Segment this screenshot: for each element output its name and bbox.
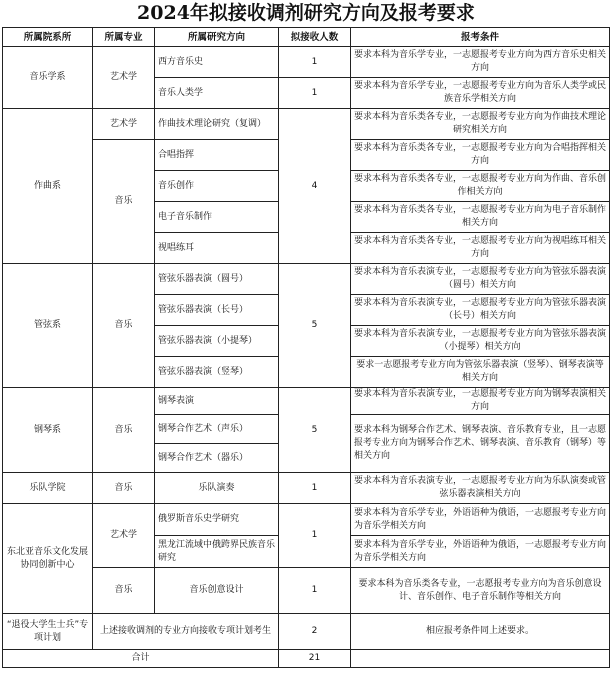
table-row (3, 264, 610, 295)
direction-cell: 乐队演奏 (155, 473, 279, 504)
header-condition: 报考条件 (351, 28, 610, 47)
condition-cell: 要求本科为钢琴合作艺术、钢琴表演、音乐教育专业，且一志愿报考专业方向为钢琴合作艺术、钢琴表演、音乐教育（钢琴）等相关方向 (351, 415, 610, 473)
quota-cell: 5 (279, 264, 351, 388)
total-label: 合计 (3, 650, 279, 668)
header-row (3, 28, 610, 47)
table-row (3, 614, 610, 650)
condition-cell: 相应报考条件同上述要求。 (351, 614, 610, 650)
direction-cell: 合唱指挥 (155, 140, 279, 171)
quota-cell: 1 (279, 568, 351, 614)
quota-cell: 4 (279, 109, 351, 264)
table-row (3, 568, 610, 614)
dept-cell: 作曲系 (3, 109, 93, 264)
direction-cell: 黑龙江流域中俄跨界民族音乐研究 (155, 536, 279, 568)
direction-cell: 视唱练耳 (155, 233, 279, 264)
direction-cell: 钢琴合作艺术（器乐） (155, 444, 279, 473)
direction-cell: 钢琴表演 (155, 388, 279, 415)
header-quota: 拟接收人数 (279, 28, 351, 47)
condition-cell: 要求本科为音乐类各专业，一志愿报考专业方向为合唱指挥相关方向 (351, 140, 610, 171)
major-cell: 艺术学 (93, 109, 155, 140)
condition-cell: 要求本科为音乐学专业，一志愿报考专业方向为西方音乐史相关方向 (351, 47, 610, 78)
table-row (3, 388, 610, 415)
direction-cell: 作曲技术理论研究（复调） (155, 109, 279, 140)
quota-cell: 2 (279, 614, 351, 650)
condition-cell: 要求本科为音乐表演专业，一志愿报考专业方向为钢琴表演相关方向 (351, 388, 610, 415)
direction-cell: 音乐创作 (155, 171, 279, 202)
dept-cell: 钢琴系 (3, 388, 93, 473)
direction-cell: 管弦乐器表演（圆号） (155, 264, 279, 295)
header-direction: 所属研究方向 (155, 28, 279, 47)
dept-cell: “退役大学生士兵”专项计划 (3, 614, 93, 650)
table-row (3, 47, 610, 78)
condition-cell: 要求本科为音乐类各专业，一志愿报考专业方向为作曲、音乐创作相关方向 (351, 171, 610, 202)
quota-cell: 1 (279, 504, 351, 568)
condition-cell: 要求本科为音乐学专业，外语语种为俄语，一志愿报考专业方向为音乐学相关方向 (351, 504, 610, 536)
dept-cell: 东北亚音乐文化发展协同创新中心 (3, 504, 93, 614)
quota-cell: 1 (279, 78, 351, 109)
admission-table (2, 27, 610, 668)
condition-cell: 要求本科为音乐表演专业，一志愿报考专业方向为管弦乐器表演（长号）相关方向 (351, 295, 610, 326)
condition-cell: 要求本科为音乐类各专业，一志愿报考专业方向为作曲技术理论研究相关方向 (351, 109, 610, 140)
major-cell: 艺术学 (93, 47, 155, 109)
major-cell: 音乐 (93, 473, 155, 504)
quota-cell: 1 (279, 47, 351, 78)
direction-cell: 西方音乐史 (155, 47, 279, 78)
condition-cell: 要求本科为音乐类各专业，一志愿报考专业方向为视唱练耳相关方向 (351, 233, 610, 264)
table-row (3, 504, 610, 536)
condition-cell: 要求本科为音乐表演专业，一志愿报考专业方向为管弦乐器表演（小提琴）相关方向 (351, 326, 610, 357)
direction-cell: 俄罗斯音乐史学研究 (155, 504, 279, 536)
condition-cell: 要求本科为音乐表演专业，一志愿报考专业方向为管弦乐器表演（圆号）相关方向 (351, 264, 610, 295)
condition-cell: 要求本科为音乐学专业，一志愿报考专业方向为音乐人类学或民族音乐学相关方向 (351, 78, 610, 109)
header-major: 所属专业 (93, 28, 155, 47)
table-row (3, 109, 610, 140)
dept-cell: 乐队学院 (3, 473, 93, 504)
condition-cell: 要求本科为音乐表演专业，一志愿报考专业方向为乐队演奏或管弦乐器表演相关方向 (351, 473, 610, 504)
merged-cell: 上述接收调剂的专业方向接收专项计划考生 (93, 614, 279, 650)
quota-cell: 1 (279, 473, 351, 504)
dept-cell: 管弦系 (3, 264, 93, 388)
major-cell: 音乐 (93, 264, 155, 388)
condition-cell: 要求一志愿报考专业方向为管弦乐器表演（竖琴）、钢琴表演等相关方向 (351, 357, 610, 388)
table-row (3, 473, 610, 504)
major-cell: 音乐 (93, 568, 155, 614)
direction-cell: 音乐创意设计 (155, 568, 279, 614)
major-cell: 音乐 (93, 388, 155, 473)
condition-cell: 要求本科为音乐类各专业，一志愿报考专业方向为音乐创意设计、音乐创作、电子音乐制作等相关方向 (351, 568, 610, 614)
direction-cell: 音乐人类学 (155, 78, 279, 109)
quota-cell: 5 (279, 388, 351, 473)
direction-cell: 管弦乐器表演（竖琴） (155, 357, 279, 388)
condition-cell: 要求本科为音乐类各专业，一志愿报考专业方向为电子音乐制作相关方向 (351, 202, 610, 233)
direction-cell: 管弦乐器表演（小提琴） (155, 326, 279, 357)
direction-cell: 管弦乐器表演（长号） (155, 295, 279, 326)
condition-cell: 要求本科为音乐学专业，外语语种为俄语，一志愿报考专业方向为音乐学相关方向 (351, 536, 610, 568)
major-cell: 音乐 (93, 140, 155, 264)
empty-cell (351, 650, 610, 668)
total-row (3, 650, 610, 668)
dept-cell: 音乐学系 (3, 47, 93, 109)
header-dept: 所属院系所 (3, 28, 93, 47)
direction-cell: 电子音乐制作 (155, 202, 279, 233)
major-cell: 艺术学 (93, 504, 155, 568)
page-title: 2024年拟接收调剂研究方向及报考要求 (137, 2, 475, 24)
total-quota: 21 (279, 650, 351, 668)
direction-cell: 钢琴合作艺术（声乐） (155, 415, 279, 444)
